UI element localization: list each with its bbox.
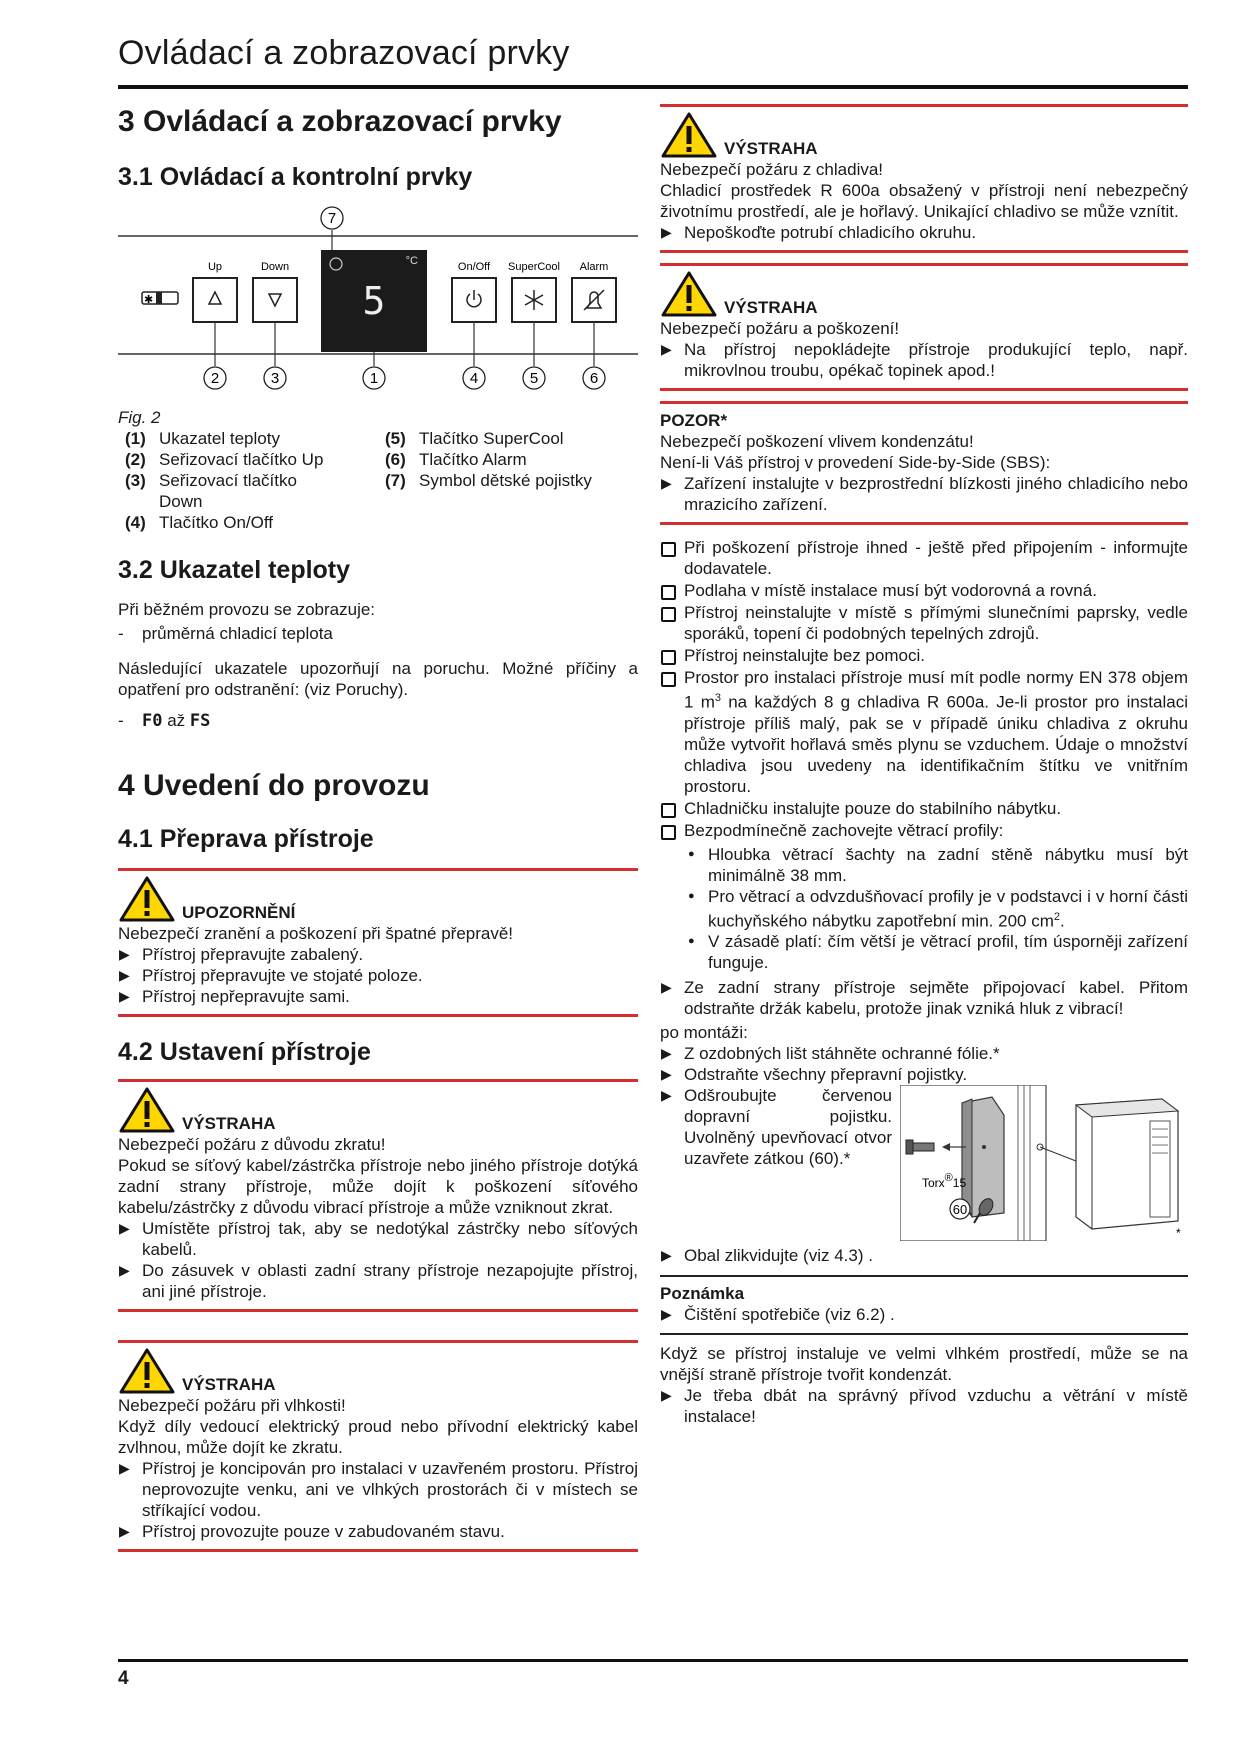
callout-3: 3: [270, 370, 280, 387]
warning-item: ▶ Přístroj přepravujte ve stojaté poloze.: [118, 965, 638, 986]
figure-legend: [118, 428, 638, 533]
supercool-label: SuperCool: [508, 261, 560, 273]
warning-item: ▶ Přístroj nepřepravujte sami.: [118, 986, 638, 1007]
warning-body: Pokud se síťový kabel/zástrčka přístroje nebo jiného přístroje dotýká zadní strany přístroje, může dojít k poškození síťového kabelu/zástrčky z důvodu vibrací přístroje a může vzniknout zkrat.: [118, 1156, 638, 1217]
callout-1: 1: [369, 370, 379, 387]
after-item: ▶ Odstraňte všechny přepravní pojistky.: [660, 1064, 1188, 1085]
fig-caption: Fig. 2: [118, 408, 161, 427]
callout-5: 5: [529, 370, 539, 387]
legend-item: (6) Tlačítko Alarm: [385, 450, 527, 469]
footer-rule: [118, 1659, 1188, 1662]
warning-lead: Nebezpečí požáru při vlhkosti!: [118, 1396, 346, 1415]
ventilation-list: [684, 844, 1188, 974]
dispose-item: ▶ Obal zlikvidujte (viz 4.3) .: [660, 1245, 1188, 1266]
legend-item: (3) Seřizovací tlačítko Down: [125, 471, 297, 511]
down-button[interactable]: [253, 278, 297, 322]
warning-body: Chladicí prostředek R 600a obsažený v přístroji není nebezpečný životnímu prostředí, ale je hořlavý. Unikající chladivo se může vznítit.: [660, 181, 1188, 221]
supercool-button[interactable]: [512, 278, 556, 322]
callout-7: 7: [327, 210, 337, 227]
page-header-title: Ovládací a zobrazovací prvky: [118, 34, 570, 72]
warning-lead: Nebezpečí požáru a poškození!: [660, 319, 900, 338]
checklist-item: Podlaha v místě instalace musí být vodorovná a rovná.: [660, 580, 1188, 601]
checklist-item: Přístroj neinstalujte v místě s přímými slunečními paprsky, vedle sporáků, topení či podobných tepelných zdrojů.: [660, 602, 1188, 644]
lock-symbol-icon: [142, 292, 178, 306]
warning-triangle-icon: [660, 111, 718, 159]
vent-item: ● Pro větrací a odvzdušňovací profily je v podstavci i v horní části kuchyňského nábytku zapotřební min. 200 $cm^2$.: [684, 886, 1188, 932]
screw-figure: [900, 1085, 1186, 1241]
appliance-sketch: [1076, 1099, 1178, 1229]
warning-lead: Nebezpečí zranění a poškození při špatné přepravě!: [118, 924, 514, 943]
callout-6: 6: [589, 370, 599, 387]
checklist-item: Chladničku instalujte pouze do stabilního nábytku.: [660, 798, 1188, 819]
up-button[interactable]: [193, 278, 237, 322]
alarm-label: Alarm: [579, 261, 609, 273]
svg-text:✱: ✱: [144, 293, 154, 306]
caution-label: POZOR*: [660, 411, 728, 430]
warning-triangle-icon: [118, 875, 176, 923]
checklist-item: Přístroj neinstalujte bez pomoci.: [660, 645, 1188, 666]
installation-checklist: [660, 537, 1188, 841]
checklist-item: Při poškození přístroje ihned - ještě před připojením - informujte dodavatele.: [660, 537, 1188, 579]
caution-item: ▶ Zařízení instalujte v bezprostřední blízkosti jiného chladicího nebo mrazicího zařízení.: [660, 473, 1188, 515]
s32-dash-item: - průměrná chladicí teplota: [118, 624, 333, 643]
legend-item: (1) Ukazatel teploty: [125, 429, 280, 448]
note-box: [660, 1275, 1188, 1335]
screw-block: [660, 1085, 1188, 1241]
torx-label: Torx®15: [922, 1172, 967, 1191]
control-panel-diagram: [118, 204, 638, 414]
warning-label: VÝSTRAHA: [182, 1114, 276, 1133]
celsius-label: °C: [405, 255, 418, 267]
header-rule: [118, 85, 1188, 89]
s32-codes: - F0 až FS: [118, 711, 211, 731]
warning-item: ▶ Přístroj přepravujte zabalený.: [118, 944, 638, 965]
left-column: [118, 100, 638, 1552]
note-label: Poznámka: [660, 1284, 745, 1304]
section-3-title: 3 Ovládací a zobrazovací prvky: [118, 105, 562, 138]
warning-item: ▶ Přístroj provozujte pouze v zabudovaném stavu.: [118, 1521, 638, 1542]
warning-item: ▶ Na přístroj nepokládejte přístroje produkující teplo, např. mikrovlnou troubu, opékač topinek apod.!: [660, 339, 1188, 381]
humidity-item: ▶ Je třeba dbát na správný přívod vzduchu a větrání v místě instalace!: [660, 1385, 1188, 1427]
warning-body: Když díly vedoucí elektrický proud nebo přívodní elektrický kabel zvlhnou, může dojít ke zkratu.: [118, 1417, 638, 1457]
warning-lead: Nebezpečí požáru z chladiva!: [660, 160, 884, 179]
after-item: ▶ Z ozdobných lišt stáhněte ochranné fólie.*: [660, 1043, 1188, 1064]
warning-triangle-icon: [118, 1086, 176, 1134]
s32-paragraph-2: Následující ukazatele upozorňují na poruchu. Možné příčiny a opatření pro odstranění: (viz Poruchy).: [118, 659, 638, 699]
warning-short-circuit: [118, 1079, 638, 1312]
warning-item: ▶ Nepoškoďte potrubí chladicího okruhu.: [660, 222, 1188, 243]
caution-line2: Není-li Váš přístroj v provedení Side-by-Side (SBS):: [660, 453, 1051, 472]
vent-item: ● V zásadě platí: čím větší je větrací profil, tím úsporněji zařízení funguje.: [684, 931, 1188, 973]
warning-transport: [118, 868, 638, 1017]
checklist-item-space: Prostor pro instalaci přístroje musí mít podle normy EN 378 objem 1 $m^3$ na každých 8 g chladiva R 600a. Je-li prostor pro instalaci přístroje příliš malý, pak se v případě úniku chladiva z okruhu může vytvořit hořlavá směs plynu se vzduchem. Údaje o množství chladiva jsou uvedeny na identifikačním štítku ve vnitřním prostoru.: [660, 667, 1188, 797]
callout-2: 2: [210, 370, 220, 387]
caution-lead: Nebezpečí poškození vlivem kondenzátu!: [660, 432, 974, 451]
right-column: [660, 100, 1188, 1427]
warning-item: ▶ Do zásuvek v oblasti zadní strany přístroje nezapojujte přístroj, ani jiné přístroje.: [118, 1260, 638, 1302]
warning-label: VÝSTRAHA: [724, 139, 818, 158]
section-3-2-title: 3.2 Ukazatel teploty: [118, 556, 351, 584]
warning-humidity: [118, 1340, 638, 1552]
checklist-item: Bezpodmínečně zachovejte větrací profily:: [660, 820, 1188, 841]
alarm-button[interactable]: [572, 278, 616, 322]
warning-item: ▶ Přístroj je koncipován pro instalaci v uzavřeném prostoru. Přístroj neprovozujte venku, ani ve vlhkých prostorách či v místech se stříkající vodou.: [118, 1458, 638, 1521]
warning-fire-damage: [660, 263, 1188, 391]
cable-item: ▶ Ze zadní strany přístroje sejměte připojovací kabel. Přitom odstraňte držák kabelu, protože jinak vzniká hluk z vibrací!: [660, 977, 1188, 1019]
temperature-display: [321, 250, 427, 352]
note-item: ▶ Čištění spotřebiče (viz 6.2) .: [660, 1304, 1188, 1325]
section-4-2-title: 4.2 Ustavení přístroje: [118, 1038, 371, 1066]
screw-item: ▶ Odšroubujte červenou dopravní pojistku. Uvolněný upevňovací otvor uzavřete zátkou (60).*: [660, 1085, 892, 1169]
vent-item: ● Hloubka větrací šachty na zadní stěně nábytku musí být minimálně 38 mm.: [684, 844, 1188, 886]
warning-label: UPOZORNĚNÍ: [182, 903, 296, 922]
down-label: Down: [260, 261, 290, 273]
warning-triangle-icon: [118, 1347, 176, 1395]
onoff-button[interactable]: [452, 278, 496, 322]
legend-item: (5) Tlačítko SuperCool: [385, 429, 564, 448]
section-3-1-title: 3.1 Ovládací a kontrolní prvky: [118, 163, 473, 191]
humidity-paragraph: Když se přístroj instaluje ve velmi vlhkém prostředí, může se na vnější straně přístroje tvořit kondenzát.: [660, 1344, 1188, 1385]
warning-lead: Nebezpečí požáru z důvodu zkratu!: [118, 1135, 386, 1154]
legend-item: (2) Seřizovací tlačítko Up: [125, 450, 324, 469]
display-value: 5: [362, 279, 386, 323]
warning-refrigerant: [660, 104, 1188, 253]
section-4-title: 4 Uvedení do provozu: [118, 769, 430, 802]
warning-label: VÝSTRAHA: [182, 1375, 276, 1394]
callout-4: 4: [469, 370, 479, 387]
page-number: 4: [118, 1668, 129, 1689]
legend-item: (4) Tlačítko On/Off: [125, 513, 274, 532]
warning-item: ▶ Umístěte přístroj tak, aby se nedotýkal zástrčky nebo síťových kabelů.: [118, 1218, 638, 1260]
s32-paragraph-1: Při běžném provozu se zobrazuje:: [118, 600, 376, 619]
up-label: Up: [207, 261, 223, 273]
warning-triangle-icon: [660, 270, 718, 318]
figure-asterisk: *: [1176, 1226, 1181, 1241]
caution-condensate: [660, 401, 1188, 525]
legend-item: (7) Symbol dětské pojistky: [385, 471, 592, 490]
after-assembly-label: po montáži:: [660, 1023, 748, 1043]
section-4-1-title: 4.1 Přeprava přístroje: [118, 825, 374, 853]
warning-label: VÝSTRAHA: [724, 298, 818, 317]
onoff-label: On/Off: [457, 261, 491, 273]
cap-callout: 60: [952, 1202, 968, 1218]
control-panel-figure: [118, 204, 638, 419]
